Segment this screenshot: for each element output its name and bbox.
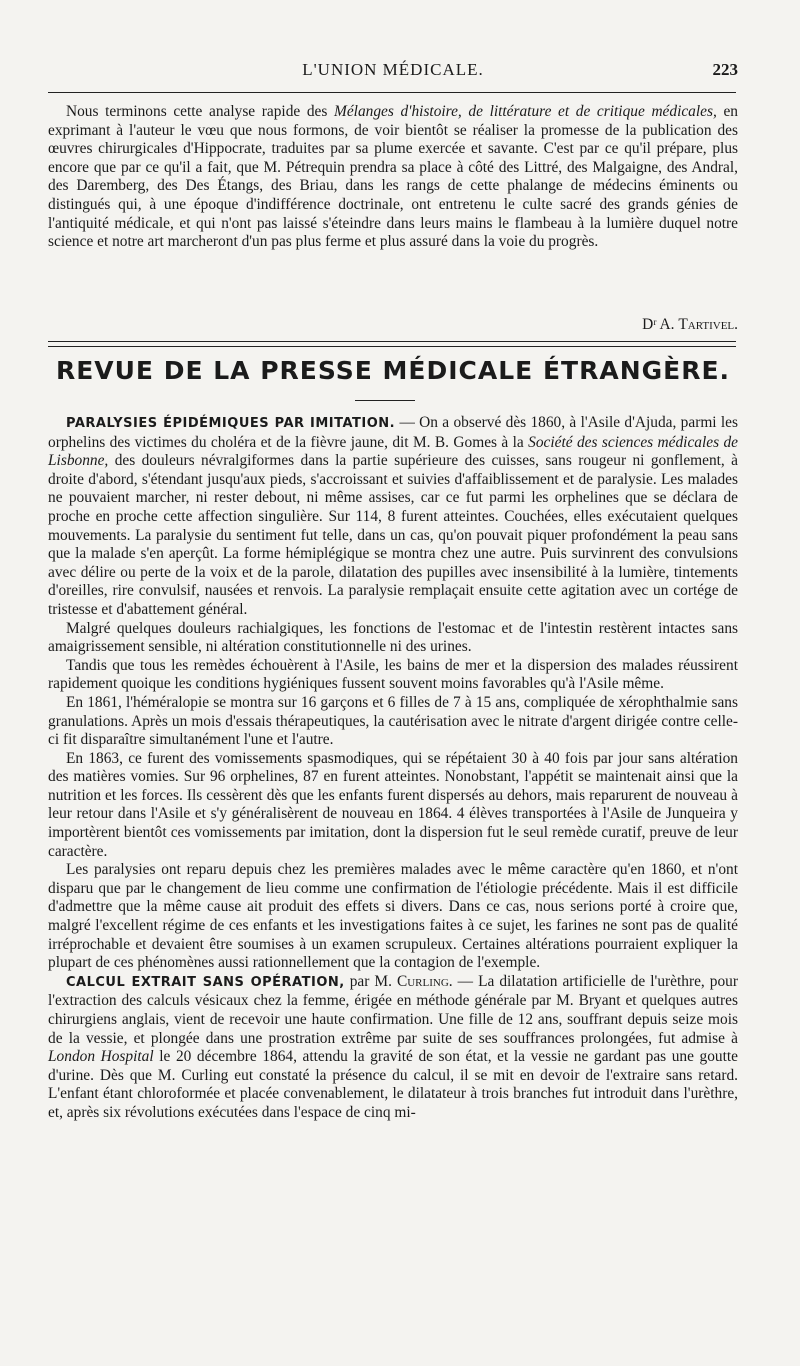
article2-author-prefix: par M. bbox=[344, 972, 397, 990]
article1-paragraph-4: En 1861, l'héméralopie se montra sur 16 garçons et 6 filles de 7 à 15 ans, compliquée de xérophthalmie sans granulations. Après un mois d'essais thérapeutiques, la cautérisation avec le nitrate d'argent dirigée contre celle-ci fit disparaître simultanément l'une et l'autre. bbox=[48, 693, 738, 749]
article1-text-a: — On a observé dès 1860, à l'Asile d'Ajuda, parmi les orphelins des victimes du choléra et de la fièvre jaune, dit M. B. Gomes à la bbox=[48, 414, 738, 451]
section-title: REVUE DE LA PRESSE MÉDICALE ÉTRANGÈRE. bbox=[55, 356, 731, 385]
article1-paragraph-6: Les paralysies ont reparu depuis chez les premières malades avec le même caractère qu'en 1860, et n'ont disparu que par le changement de lieu comme une confirmation de l'étiologie précédente. Mais il est difficile d'admettre que la même cause ait produit des effets si divers. Dans ce cas, nous serions porté à croire que, malgré l'excellent régime de ces enfants et les investigations faites à ce sujet, les farines ne sont pas de qualité irréprochable et devaient être soumises à un examen scrupuleux. Certaines altérations pourraient expliquer la plupart de ces phénomènes aussi rationnellement que la contagion de l'exemple. bbox=[48, 861, 738, 972]
article1-paragraph-5: En 1863, ce furent des vomissements spasmodiques, qui se répétaient 30 à 40 fois par jour sans altération des matières vomies. Sur 96 orphelines, 87 en furent atteintes. Nonobstant, l'appétit se maintenait ainsi que la nutrition et les forces. Ils cessèrent dès que les enfants furent dispersés au dehors, mais reparurent de nouveau à leur retour dans l'Asile et s'y généralisèrent de nouveau en 1864. 4 élèves transportées à l'Asile de Junqueira y importèrent bientôt ces vomissements par imitation, dont la dispersion fut le seul remède curatif, preuve de leur caractère. bbox=[48, 749, 738, 860]
author-signature bbox=[48, 316, 738, 334]
article2-text-a: — La dilatation artificielle de l'urèthre, pour l'extraction des calculs vésicaux chez la femme, érigée en méthode générale par M. Bryant et quelques autres chirurgiens anglais, vient de recevoir une haute confirmation. Une fille de 12 ans, souffrant depuis seize mois de la vessie, et plongée dans une prostration extrême par suite de ses souffrances prolongées, fut admise à bbox=[48, 972, 738, 1047]
section-rule-thin bbox=[48, 346, 736, 347]
article1-source: Société des sciences médicales de Lisbonne, bbox=[48, 433, 739, 470]
article1-paragraph-1 bbox=[48, 414, 738, 620]
articles bbox=[48, 414, 738, 1123]
intro-text-a: Nous terminons cette analyse rapide des bbox=[66, 103, 335, 120]
article2-author: Curling. bbox=[396, 972, 453, 990]
signature-name: Tartivel. bbox=[678, 316, 738, 333]
intro-book-title: Mélanges d'histoire, de littérature et de critique médicales, bbox=[334, 103, 717, 120]
article1-text-b: des douleurs névralgiformes dans la partie supérieure des cuisses, sans rougeur ni gonflement, à droite d'abord, s'étendant jusqu'aux pieds, s'accroissant et suivies d'affaiblissement et de paralysie. Les malades ne pouvaient marcher, ni rester debout, ni même assises, car ce fut parmi les orphelines que se déclara de proche en proche cette affection singulière. Sur 114, 8 furent atteintes. Couchées, elles exécutaient quelques mouvements. La paralysie du sentiment fut telle, dans un cas, qu'on pouvait piquer profondément la peau sans que la malade s'en aperçût. La forme hémiplégique se montra chez une autre. Puis survinrent des convulsions avec délire ou perte de la voix et de la parole, dilatation des pupilles avec insensibilité à la lumière, tintements d'oreilles, rire convulsif, nausées et renvois. La paralysie remplaçait ensuite cette agitation avec un cortége de tristesse et d'abattement général. bbox=[48, 452, 738, 618]
intro-paragraph bbox=[48, 103, 738, 252]
article1-paragraph-2: Malgré quelques douleurs rachialgiques, les fonctions de l'estomac et de l'intestin restèrent intactes sans amaigrissement sensible, ni altération constitutionnelle ni des urines. bbox=[48, 619, 738, 656]
page-header bbox=[48, 60, 738, 90]
section-rule-thick bbox=[48, 341, 736, 342]
article2-paragraph-1 bbox=[48, 973, 738, 1123]
article2-heading: CALCUL EXTRAIT SANS OPÉRATION, bbox=[66, 974, 345, 990]
article1-heading: PARALYSIES ÉPIDÉMIQUES PAR IMITATION. bbox=[66, 416, 396, 431]
article1-paragraph-3: Tandis que tous les remèdes échouèrent à l'Asile, les bains de mer et la dispersion des malades réussirent rapidement quoique les conditions hygiéniques fussent souvent moins favorables qu'à l'Asile même. bbox=[48, 656, 738, 693]
signature-prefix: Dʳ A. bbox=[642, 316, 679, 333]
article2-hospital: London Hospital bbox=[48, 1048, 154, 1066]
header-rule bbox=[48, 92, 736, 93]
page-number: 223 bbox=[712, 60, 738, 79]
title-underline bbox=[355, 400, 415, 401]
intro-text-b: en exprimant à l'auteur le vœu que nous formons, de voir bientôt se réaliser la promesse de la publication des œuvres chirurgicales d'Hippocrate, traduites par sa plume exercée et savante. C'est par ce qu'il prépare, plus encore que par ce qu'il a fait, que M. Pétrequin prendra sa place à côté des Littré, des Malgaigne, des Andral, des Daremberg, des Des Étangs, des Briau, dans les rangs de cette phalange de médecins éminents ou distingués qui, à une époque d'indifférence doctrinale, ont entretenu le culte sacré des grands génies de l'antiquité médicale, et qui n'ont pas laissé s'éteindre dans leurs mains le flambeau à la lumière duquel notre science et notre art marcheront d'un pas plus ferme et plus assuré dans la voie du progrès. bbox=[48, 103, 738, 251]
intro-section bbox=[48, 103, 738, 252]
running-title: L'UNION MÉDICALE. bbox=[302, 60, 484, 79]
article2-text-b: le 20 décembre 1864, attendu la gravité de son état, et la vessie ne gardant pas une goutte d'urine. Dès que M. Curling eut constaté la présence du calcul, il se mit en devoir de l'extraire sans retard. L'enfant étant chloroformée et placée convenablement, le dilatateur à trois branches fut introduit dans l'urèthre, et, après six révolutions exécutées dans l'espace de cinq mi- bbox=[48, 1048, 739, 1121]
